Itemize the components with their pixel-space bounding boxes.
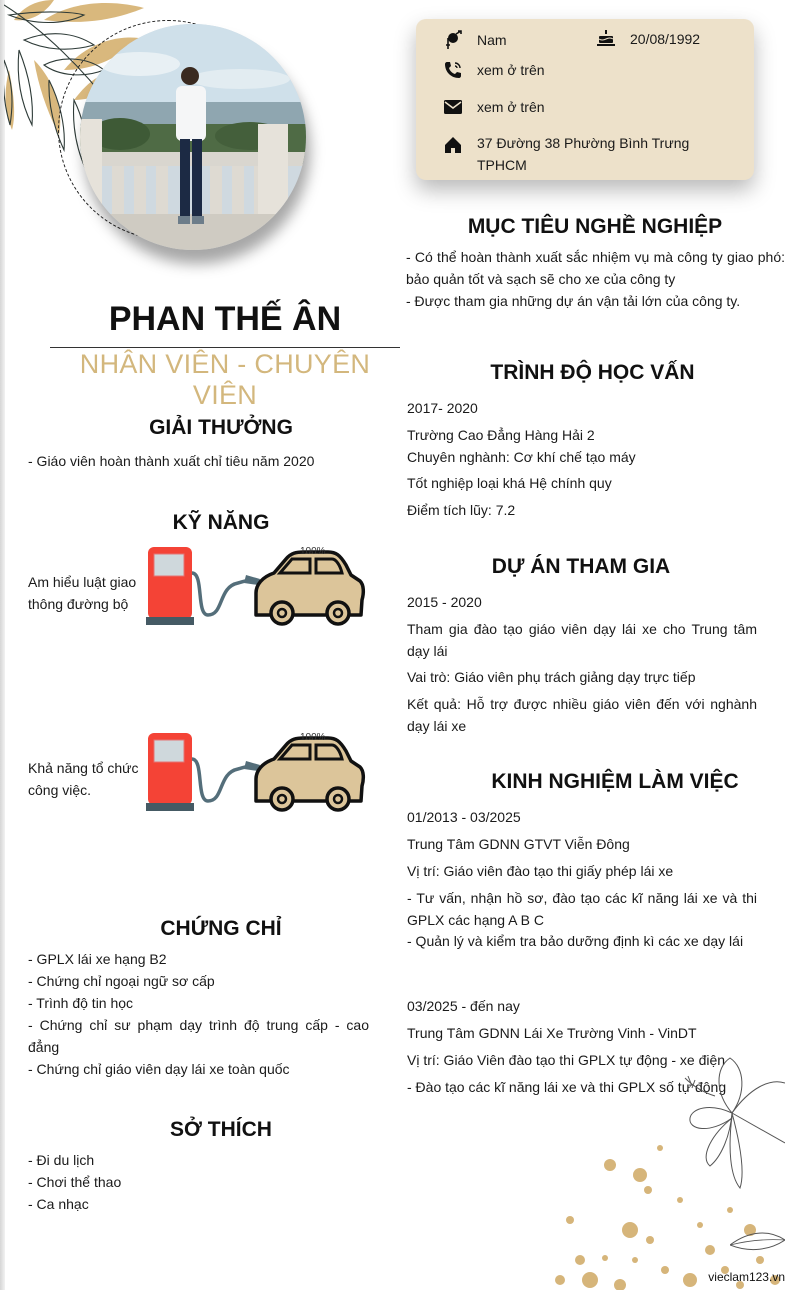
hobbies-title: SỞ THÍCH	[170, 1118, 272, 1141]
hobby-item: - Chơi thể thao	[28, 1174, 122, 1190]
certificate-item: - Chứng chỉ ngoại ngữ sơ cấp	[28, 973, 215, 989]
gender-row	[442, 29, 507, 51]
education-school: Trường Cao Đẳng Hàng Hải 2	[407, 427, 595, 443]
award-item: - Giáo viên hoàn thành xuất chỉ tiêu năm 2020	[28, 453, 315, 469]
fuel-pump-car-icon	[146, 545, 371, 630]
fuel-pump-car-icon	[146, 731, 371, 816]
birthday-value: 20/08/1992	[630, 31, 701, 47]
projects-title: DỰ ÁN THAM GIA	[491, 555, 671, 578]
candidate-title: NHÂN VIÊN - CHUYÊN VIÊN	[79, 349, 371, 410]
certificate-item: - Trình độ tin học	[28, 995, 134, 1011]
avatar-container	[58, 20, 306, 270]
phone-row	[442, 59, 545, 81]
job-duty: - Đào tạo các kĩ năng lái xe và thi GPLX số tự động	[407, 1079, 727, 1095]
awards-title: GIẢI THƯỞNG	[149, 416, 293, 439]
education-title: TRÌNH ĐỘ HỌC VẤN	[490, 361, 695, 384]
skill-percent: 100%	[300, 546, 326, 557]
gender-icon	[442, 29, 464, 51]
objective-title: MỤC TIÊU NGHỀ NGHIỆP	[467, 215, 723, 238]
skill-item	[28, 731, 373, 821]
job-duty: - Tư vấn, nhận hồ sơ, đào tạo các kĩ năng lái xe và thi GPLX các hạng A B C	[407, 890, 757, 928]
email-row	[442, 96, 545, 118]
job-position: Vị trí: Giáo Viên đào tạo thi GPLX tự động - xe điện	[407, 1052, 726, 1068]
email-value: xem ở trên	[477, 99, 545, 115]
job-position: Vị trí: Giáo viên đào tạo thi giấy phép lái xe	[407, 863, 674, 879]
name-divider	[50, 347, 400, 348]
birthday-row	[595, 28, 700, 50]
certificate-item: - Chứng chỉ sư phạm dạy trình độ trung cấp - cao đẳng	[28, 1017, 369, 1055]
gender-value: Nam	[477, 32, 507, 48]
job-duty: - Quản lý và kiểm tra bảo dưỡng định kì các xe dạy lái	[407, 933, 744, 949]
skills-title: KỸ NĂNG	[172, 511, 270, 534]
objective-list	[406, 246, 785, 312]
candidate-name: PHAN THẾ ÂN	[108, 300, 342, 338]
profile-photo-icon	[80, 24, 306, 250]
education-major: Chuyên nghành: Cơ khí chế tạo máy	[407, 449, 636, 465]
phone-value: xem ở trên	[477, 62, 545, 78]
job-company: Trung Tâm GDNN GTVT Viễn Đông	[407, 836, 630, 852]
hobby-item: - Ca nhạc	[28, 1196, 89, 1212]
address-row	[442, 132, 689, 176]
contact-info-card	[416, 19, 754, 180]
watermark: vieclam123.vn	[708, 1270, 785, 1284]
certificates-title: CHỨNG CHỈ	[160, 917, 282, 940]
hobbies-list	[28, 1149, 369, 1215]
job-period: 03/2025 - đến nay	[407, 998, 520, 1014]
project-role: Vai trò: Giáo viên phụ trách giảng dạy trực tiếp	[407, 669, 696, 685]
education-gpa: Điểm tích lũy: 7.2	[407, 502, 516, 518]
skill-item	[28, 545, 373, 635]
avatar	[80, 24, 306, 250]
project-period: 2015 - 2020	[407, 594, 482, 610]
objective-item: - Có thể hoàn thành xuất sắc nhiệm vụ mà công ty giao phó: bảo quản tốt và sạch sẽ cho xe của công ty	[406, 249, 785, 287]
email-icon	[442, 96, 464, 118]
decorative-leaf-icon	[730, 1225, 785, 1265]
skill-label: Am hiểu luật giao thông đường bộ	[28, 574, 137, 612]
hobby-item: - Đi du lịch	[28, 1152, 95, 1168]
certificate-item: - Chứng chỉ giáo viên dạy lái xe toàn quốc	[28, 1061, 290, 1077]
skill-label: Khả năng tổ chức công việc.	[28, 760, 139, 798]
birthday-cake-icon	[595, 28, 617, 50]
job-company: Trung Tâm GDNN Lái Xe Trường Vinh - VinDT	[407, 1025, 697, 1041]
project-description: Tham gia đào tạo giáo viên dạy lái xe cho Trung tâm dạy lái	[407, 621, 757, 659]
education-period: 2017- 2020	[407, 400, 478, 416]
skill-percent: 100%	[300, 732, 326, 743]
address-value: 37 Đường 38 Phường Bình Trưng TPHCM	[477, 135, 690, 173]
objective-item: - Được tham gia những dự án vận tải lớn của công ty.	[406, 293, 741, 309]
experience-title: KINH NGHIỆM LÀM VIỆC	[491, 770, 739, 793]
certificate-item: - GPLX lái xe hạng B2	[28, 951, 167, 967]
phone-icon	[442, 59, 464, 81]
education-degree: Tốt nghiệp loại khá Hệ chính quy	[407, 475, 612, 491]
decorative-splatter-icon	[550, 1130, 785, 1290]
certificates-list	[28, 948, 369, 1080]
project-result: Kết quả: Hỗ trợ được nhiều giáo viên đến với nghành dạy lái xe	[407, 696, 757, 734]
job-period: 01/2013 - 03/2025	[407, 809, 521, 825]
home-icon	[442, 134, 464, 156]
